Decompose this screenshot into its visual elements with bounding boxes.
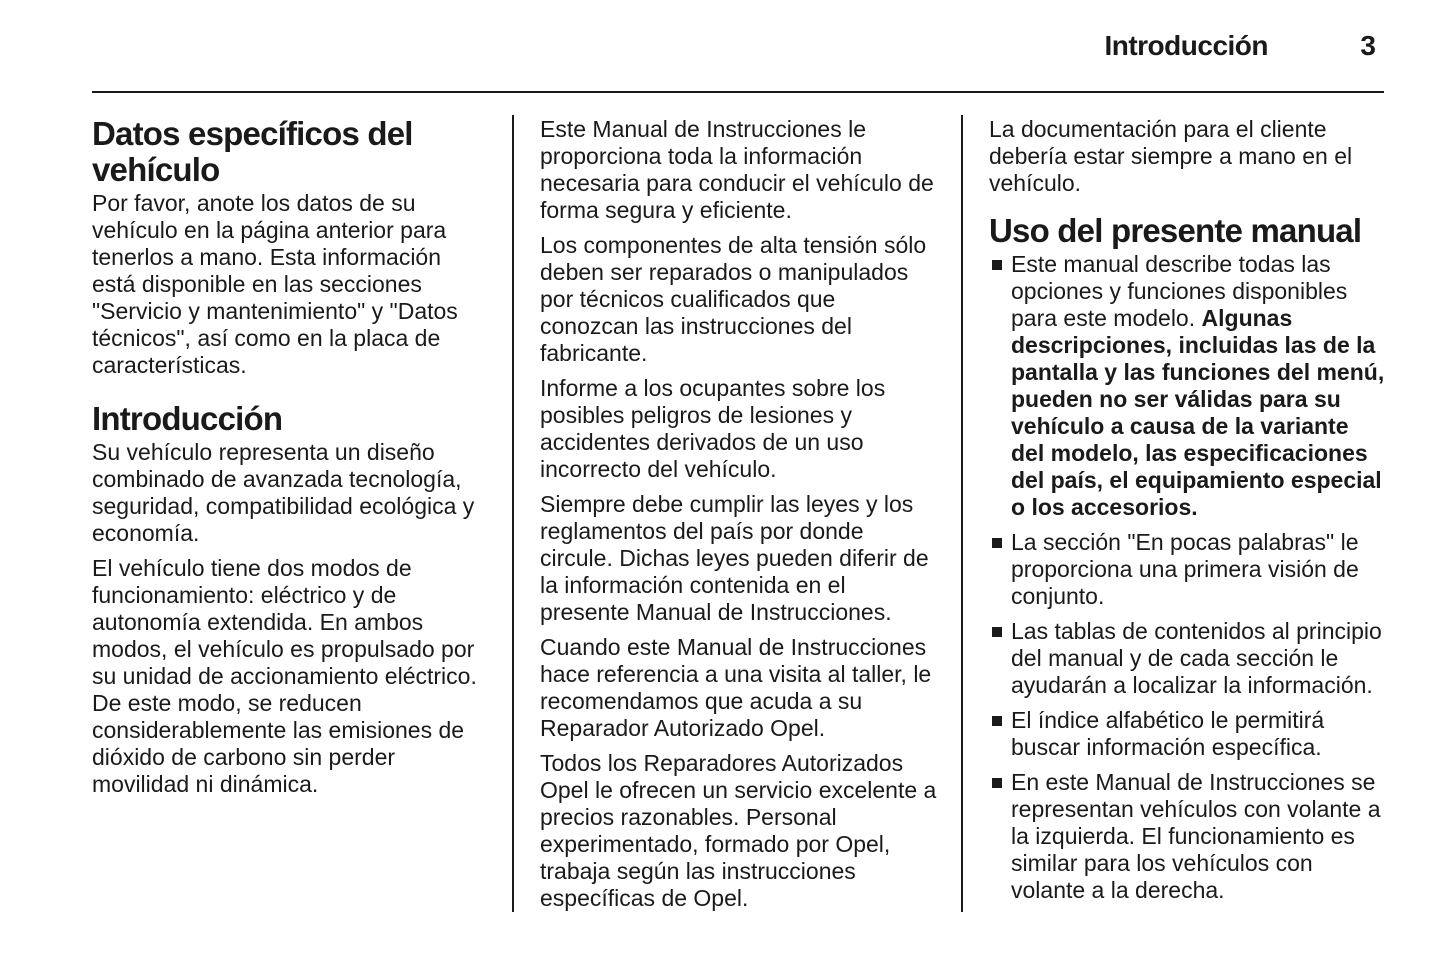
square-bullet-icon <box>992 260 1002 270</box>
usage-list <box>989 251 1385 904</box>
paragraph-intro-2: El vehículo tiene dos modos de funcionamiento: eléctrico y de autonomía extendida. En ambos modos, el vehículo es propulsado por su unidad de accionamiento eléctrico. De este modo, se reducen considerablemente las emisiones de dióxido de carbono sin perder movilidad ni dinámica. <box>92 555 477 797</box>
paragraph-col2-6: Todos los Reparadores Autorizados Opel le ofrecen un servicio excelente a precios razonables. Personal experimentado, formado por Opel, trabaja según las instrucciones específicas de Opel. <box>540 750 937 911</box>
column-3 <box>989 116 1385 912</box>
page-number: 3 <box>1360 30 1376 61</box>
section-title: Introducción <box>1104 30 1268 61</box>
list-item: En este Manual de Instrucciones se representan vehículos con volante a la izquierda. El funcionamiento es similar para los vehículos con volante a la derecha. <box>989 769 1385 904</box>
paragraph-col2-2: Los componentes de alta tensión sólo deben ser reparados o manipulados por técnicos cualificados que conozcan las instrucciones del fabricante. <box>540 232 927 366</box>
header-rule <box>92 91 1384 93</box>
column-2 <box>540 116 940 920</box>
paragraph-documentacion: La documentación para el cliente debería estar siempre a mano en el vehículo. <box>989 116 1353 196</box>
square-bullet-icon <box>992 778 1002 788</box>
list-item: El índice alfabético le permitirá buscar información específica. <box>989 707 1385 761</box>
heading-datos: Datos específicos del vehículo <box>92 115 413 188</box>
paragraph-col2-3: Informe a los ocupantes sobre los posibles peligros de lesiones y accidentes derivados de un uso incorrecto del vehículo. <box>540 375 886 482</box>
heading-introduccion: Introducción <box>92 400 283 437</box>
heading-uso-manual: Uso del presente manual <box>989 212 1362 249</box>
paragraph-col2-1: Este Manual de Instrucciones le proporciona toda la información necesaria para conducir el vehículo de forma segura y eficiente. <box>540 116 934 223</box>
list-item: Este manual describe todas las opciones y funciones disponibles para este modelo. Algunas descripciones, incluidas las de la pantalla y las funciones del menú, pueden no ser válidas para su vehículo a causa de la variante del modelo, las especificaciones del país, el equipamiento especial o los accesorios. <box>989 251 1385 521</box>
square-bullet-icon <box>992 538 1002 548</box>
square-bullet-icon <box>992 627 1002 637</box>
page-header <box>92 30 1384 66</box>
paragraph-datos: Por favor, anote los datos de su vehículo en la página anterior para tenerlos a mano. Esta información está disponible en las secciones "Servicio y mantenimiento" y "Datos técnicos", así como en la placa de características. <box>92 190 458 378</box>
paragraph-col2-4: Siempre debe cumplir las leyes y los reglamentos del país por donde circule. Dichas leyes pueden diferir de la información contenida en el presente Manual de Instrucciones. <box>540 491 929 625</box>
square-bullet-icon <box>992 716 1002 726</box>
list-item: La sección "En pocas palabras" le proporciona una primera visión de conjunto. <box>989 529 1385 610</box>
list-item: Las tablas de contenidos al principio del manual y de cada sección le ayudarán a localizar la información. <box>989 618 1385 699</box>
column-1 <box>92 116 490 806</box>
column-divider-1 <box>512 115 514 912</box>
paragraph-col2-5: Cuando este Manual de Instrucciones hace referencia a una visita al taller, le recomendamos que acuda a su Reparador Autorizado Opel. <box>540 634 932 741</box>
column-divider-2 <box>961 115 963 912</box>
paragraph-intro-1: Su vehículo representa un diseño combinado de avanzada tecnología, seguridad, compatibilidad ecológica y economía. <box>92 439 475 546</box>
